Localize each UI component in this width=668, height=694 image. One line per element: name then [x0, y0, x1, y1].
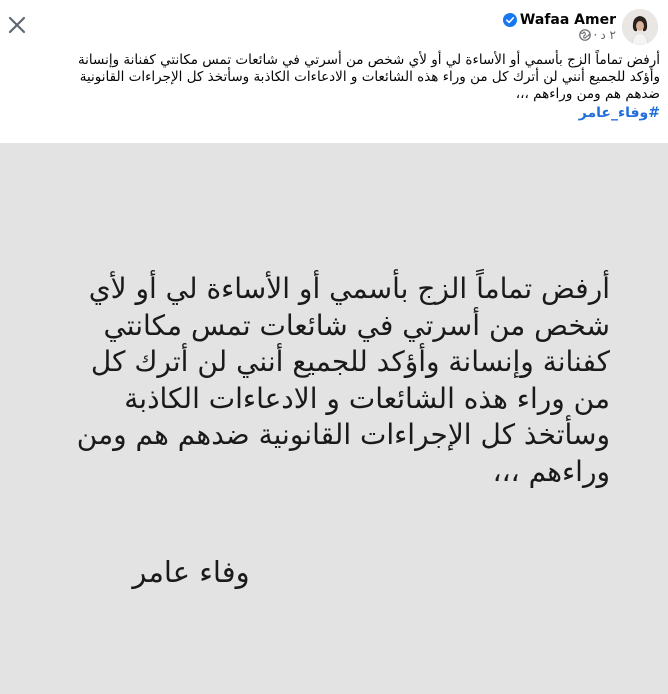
post-image[interactable] — [0, 143, 668, 694]
close-button[interactable] — [6, 14, 28, 36]
author-name[interactable]: Wafaa Amer — [519, 12, 616, 28]
verified-badge-icon — [503, 13, 517, 27]
image-signature: وفاء عامر — [132, 555, 250, 589]
caption-line: ضدهم هم ومن وراءهم ،،، — [515, 86, 660, 102]
caption-line: أرفض تماماً الزج بأسمي أو الأساءة لي أو لأي شخص من أسرتي في شائعات تمس مكانتي كفنانة وإنسانة — [77, 52, 660, 68]
image-text-line: وراءهم ،،، — [492, 454, 610, 488]
image-text-line: أرفض تماماً الزج بأسمي أو الأساءة لي أو لأي — [88, 272, 610, 305]
hashtag-link[interactable]: #وفاء_عامر — [578, 105, 660, 121]
avatar[interactable] — [622, 9, 658, 45]
globe-icon[interactable] — [579, 29, 591, 41]
image-text-line: وسأتخذ كل الإجراءات القانونية ضدهم هم ومن — [76, 418, 610, 451]
caption-line: وأؤكد للجميع أنني لن أترك كل من وراء هذه الشائعات و الادعاءات الكاذبة وسأتخذ كل الإجراءات القانونية — [79, 69, 660, 85]
image-text-line: شخص من أسرتي في شائعات تمس مكانتي — [103, 308, 610, 342]
image-text-line: من وراء هذه الشائعات و الادعاءات الكاذبة — [124, 381, 610, 415]
post-caption — [10, 52, 660, 122]
close-icon — [8, 16, 26, 34]
post-time[interactable]: ٢ د — [600, 28, 616, 42]
post-header — [503, 4, 658, 50]
meta-separator: · — [593, 28, 598, 42]
image-statement — [28, 271, 610, 490]
image-text-line: كفنانة وإنسانة وأؤكد للجميع أنني لن أترك كل — [90, 345, 610, 378]
